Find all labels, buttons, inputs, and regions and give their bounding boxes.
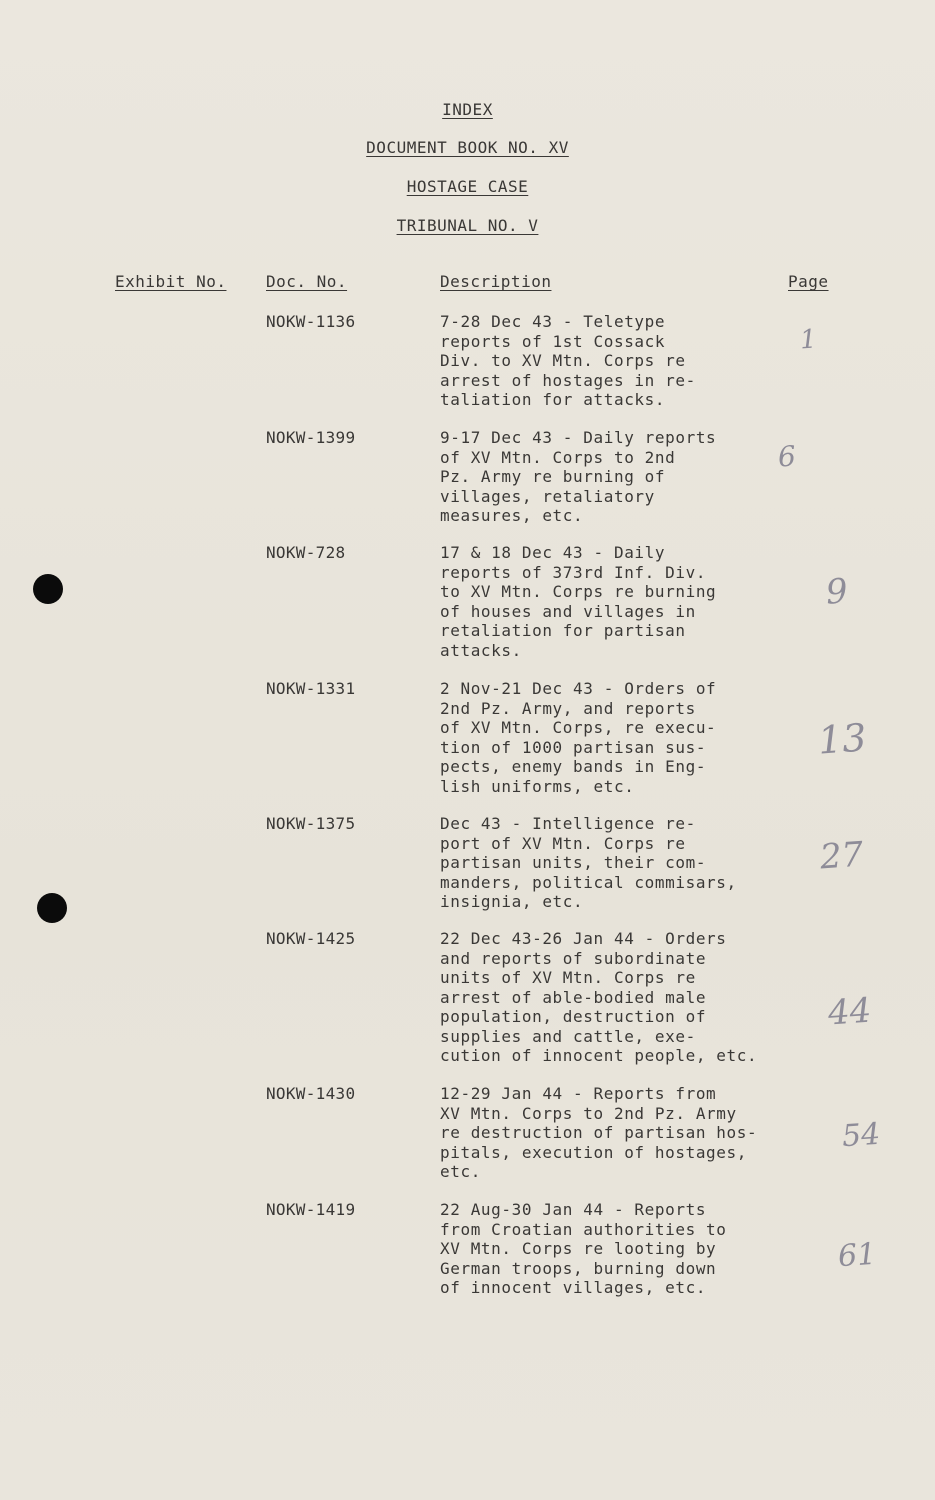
case-heading: HOSTAGE CASE [406, 177, 529, 196]
index-heading: INDEX [442, 100, 493, 119]
punch-hole [33, 574, 63, 604]
exhibit-column-header: Exhibit No. [115, 272, 227, 291]
entry-page-number: 13 [816, 715, 868, 763]
entry-doc-number: NOKW-1425 [266, 929, 356, 948]
entry-description: 2 Nov-21 Dec 43 - Orders of 2nd Pz. Army, and reports of XV Mtn. Corps, re execu- tion of 1000 partisan sus- pects, enemy bands in Eng- lish uniforms, etc. [440, 679, 717, 796]
entry-doc-number: NOKW-1430 [266, 1084, 356, 1103]
entry-description: 17 & 18 Dec 43 - Daily reports of 373rd Inf. Div. to XV Mtn. Corps re burning of houses and villages in retaliation for partisan attacks. [440, 543, 717, 660]
entry-doc-number: NOKW-1375 [266, 814, 356, 833]
entry-doc-number: NOKW-1136 [266, 312, 356, 331]
entry-page-number: 6 [776, 439, 797, 474]
page-column-header: Page [788, 272, 829, 291]
description-column-header: Description [440, 272, 552, 291]
entry-page-number: 44 [826, 990, 873, 1034]
entry-page-number: 1 [798, 324, 818, 356]
entry-description: 9-17 Dec 43 - Daily reports of XV Mtn. Corps to 2nd Pz. Army re burning of villages, retaliatory measures, etc. [440, 428, 717, 525]
entry-doc-number: NOKW-728 [266, 543, 346, 562]
entry-description: 7-28 Dec 43 - Teletype reports of 1st Cossack Div. to XV Mtn. Corps re arrest of hostages in re- taliation for attacks. [440, 312, 696, 409]
entry-page-number: 27 [818, 834, 865, 878]
document-book-heading: DOCUMENT BOOK NO. XV [366, 138, 569, 157]
entry-doc-number: NOKW-1399 [266, 428, 356, 447]
entry-doc-number: NOKW-1331 [266, 679, 356, 698]
entry-page-number: 54 [840, 1116, 882, 1155]
tribunal-heading: TRIBUNAL NO. V [396, 216, 539, 235]
entry-description: Dec 43 - Intelligence re- port of XV Mtn. Corps re partisan units, their com- manders, political commisars, insignia, etc. [440, 814, 737, 911]
doc-column-header: Doc. No. [266, 272, 348, 291]
entry-page-number: 9 [824, 571, 850, 613]
punch-hole [37, 893, 67, 923]
entry-description: 22 Dec 43-26 Jan 44 - Orders and reports of subordinate units of XV Mtn. Corps re arrest of able-bodied male population, destruction of supplies and cattle, exe- cution of innocent people, etc. [440, 929, 758, 1065]
entry-description: 12-29 Jan 44 - Reports from XV Mtn. Corps to 2nd Pz. Army re destruction of partisan hos- pitals, execution of hostages, etc. [440, 1084, 758, 1181]
entry-description: 22 Aug-30 Jan 44 - Reports from Croatian authorities to XV Mtn. Corps re looting by German troops, burning down of innocent villages, etc. [440, 1200, 727, 1297]
entry-doc-number: NOKW-1419 [266, 1200, 356, 1219]
entry-page-number: 61 [836, 1236, 878, 1275]
